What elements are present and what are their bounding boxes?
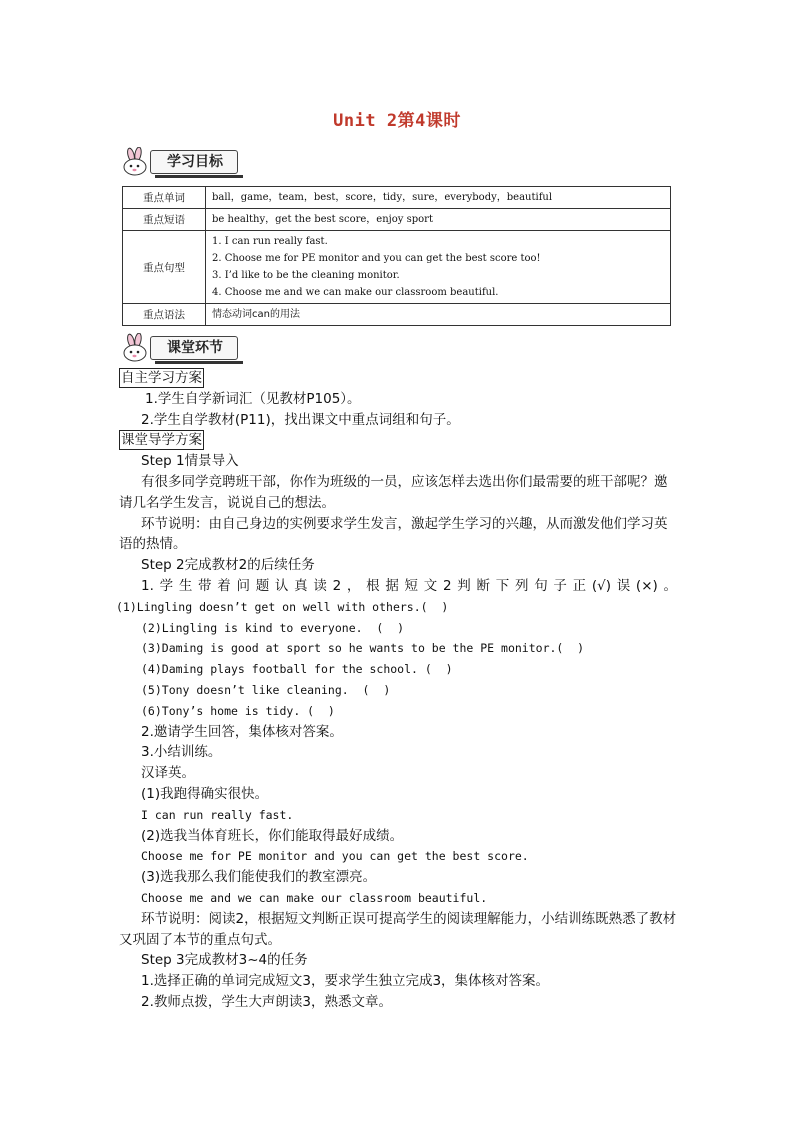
question-item: (6)Tony’s home is tidy. ( ) bbox=[141, 703, 335, 718]
paragraph: 2.教师点拨，学生大声朗读3，熟悉文章。 bbox=[141, 993, 392, 1010]
goal-value bbox=[206, 209, 671, 231]
goal-key: 重点句型 bbox=[123, 231, 206, 304]
goal-line: 2. Choose me for PE monitor and you can get the best score too! bbox=[212, 253, 541, 264]
banner-label: 学习目标 bbox=[150, 150, 238, 174]
goal-line: ball，game，team，best，score，tidy，sure，everybody，beautiful bbox=[212, 192, 553, 203]
translation-answer: Choose me for PE monitor and you can get the best score. bbox=[141, 849, 529, 864]
paragraph: 1.学生带着问题认真读2，根据短文2判断下列句子正(√)误(×)。 bbox=[141, 577, 677, 594]
section-banner-goals bbox=[118, 148, 238, 176]
step-heading: Step 1情景导入 bbox=[141, 453, 239, 470]
translation-prompt: (3)选我那么我们能使我们的教室漂亮。 bbox=[141, 869, 377, 886]
section-heading: 课堂导学方案 bbox=[121, 432, 202, 449]
table-row bbox=[123, 304, 671, 326]
translation-answer: Choose me and we can make our classroom beautiful. bbox=[141, 890, 488, 905]
goal-line: 1. I can run really fast. bbox=[212, 236, 328, 247]
goal-value bbox=[206, 231, 671, 304]
step-heading: Step 2完成教材2的后续任务 bbox=[141, 557, 315, 574]
paragraph: 环节说明：由自己身边的实例要求学生发言，激起学生学习的兴趣，从而激发他们学习英语的热情。 bbox=[119, 515, 668, 553]
goal-line: 4. Choose me and we can make our classroom beautiful. bbox=[212, 287, 499, 298]
question-item: (2)Lingling is kind to everyone. ( ) bbox=[141, 620, 405, 635]
question-item: (3)Daming is good at sport so he wants to be the PE monitor.( ) bbox=[141, 641, 585, 656]
question-item: (5)Tony doesn’t like cleaning. ( ) bbox=[141, 682, 391, 697]
page-title: Unit 2第4课时 bbox=[333, 111, 461, 131]
table-row bbox=[123, 231, 671, 304]
goals-table bbox=[122, 186, 671, 326]
translation-answer: I can run really fast. bbox=[141, 807, 294, 822]
table-row bbox=[123, 187, 671, 209]
paragraph: 汉译英。 bbox=[141, 765, 195, 782]
banner-label: 课堂环节 bbox=[150, 336, 238, 360]
goal-value bbox=[206, 304, 671, 326]
paragraph: 2.学生自学教材(P11)，找出课文中重点词组和句子。 bbox=[141, 411, 460, 428]
goal-key: 重点短语 bbox=[123, 209, 206, 231]
section-banner-class bbox=[118, 334, 238, 362]
goal-line: be healthy，get the best score，enjoy sport bbox=[212, 214, 433, 225]
paragraph: 3.小结训练。 bbox=[141, 744, 222, 761]
translation-prompt: (1)我跑得确实很快。 bbox=[141, 785, 269, 802]
lesson-content bbox=[116, 368, 677, 1013]
paragraph: 2.邀请学生回答，集体核对答案。 bbox=[141, 723, 343, 740]
paragraph: 1.选择正确的单词完成短文3，要求学生独立完成3，集体核对答案。 bbox=[141, 973, 550, 990]
goal-key: 重点语法 bbox=[123, 304, 206, 326]
paragraph: 环节说明：阅读2，根据短文判断正误可提高学生的阅读理解能力，小结训练既熟悉了教材又巩固了本节的重点句式。 bbox=[119, 910, 677, 948]
translation-prompt: (2)选我当体育班长，你们能取得最好成绩。 bbox=[141, 827, 404, 844]
table-row bbox=[123, 209, 671, 231]
question-item: (4)Daming plays football for the school. ( ) bbox=[141, 662, 453, 677]
paragraph: 1.学生自学新词汇（见教材P105）。 bbox=[145, 390, 361, 407]
goal-value bbox=[206, 187, 671, 209]
goal-line: 情态动词can的用法 bbox=[212, 309, 300, 320]
step-heading: Step 3完成教材3~4的任务 bbox=[141, 952, 308, 969]
paragraph: 有很多同学竞聘班干部，你作为班级的一员，应该怎样去选出你们最需要的班干部呢？邀请几名学生发言，说说自己的想法。 bbox=[119, 473, 668, 511]
goal-line: 3. I’d like to be the cleaning monitor. bbox=[212, 270, 400, 281]
question-item: (1)Lingling doesn’t get on well with others.( ) bbox=[116, 599, 449, 614]
section-heading: 自主学习方案 bbox=[121, 370, 202, 386]
goal-key: 重点单词 bbox=[123, 187, 206, 209]
